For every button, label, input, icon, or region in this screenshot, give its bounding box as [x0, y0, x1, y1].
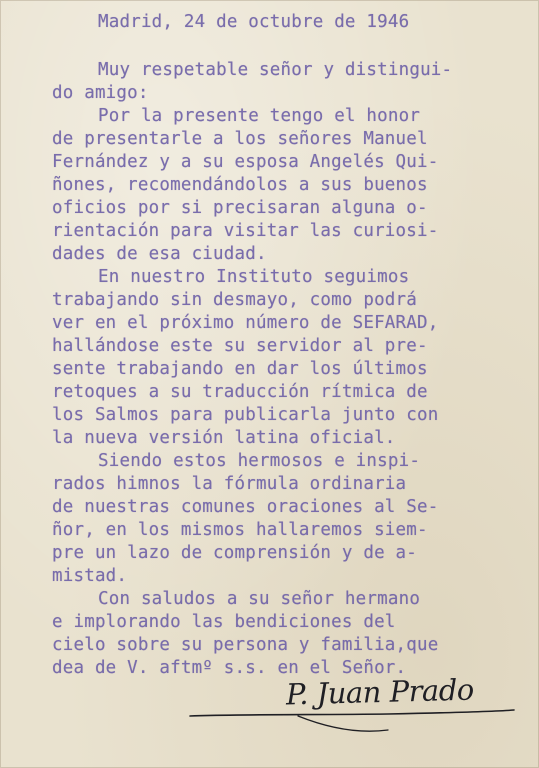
- letter-line-2: do amigo:: [52, 83, 149, 103]
- letter-line-20: de nuestras comunes oraciones al Se-: [52, 497, 439, 517]
- letter-line-22: pre un lazo de comprensión y de a-: [52, 543, 418, 563]
- handwritten-signature: P. Juan Prado: [285, 672, 475, 712]
- letter-line-26: cielo sobre su persona y familia,que: [52, 635, 439, 655]
- letter-line-3: Por la presente tengo el honor: [98, 106, 421, 126]
- letter-line-16: los Salmos para publicarla junto con: [52, 405, 439, 425]
- date-line: Madrid, 24 de octubre de 1946: [98, 12, 410, 32]
- letter-line-7: oficios por si precisaran alguna o-: [52, 198, 428, 218]
- letter-line-14: sente trabajando en dar los últimos: [52, 359, 428, 379]
- letter-line-24: Con saludos a su señor hermano: [98, 589, 421, 609]
- letter-line-1: Muy respetable señor y distingui-: [98, 60, 453, 80]
- letter-line-27: dea de V. aftmº s.s. en el Señor.: [52, 658, 407, 678]
- signature-underline-flourish: [188, 700, 518, 740]
- letter-line-4: de presentarle a los señores Manuel: [52, 129, 428, 149]
- letter-line-9: dades de esa ciudad.: [52, 244, 267, 264]
- letter-line-12: ver en el próximo número de SEFARAD,: [52, 313, 439, 333]
- letter-line-25: e implorando las bendiciones del: [52, 612, 396, 632]
- letter-line-17: la nueva versión latina oficial.: [52, 428, 396, 448]
- letter-line-8: rientación para visitar las curiosi-: [52, 221, 439, 241]
- letter-line-18: Siendo estos hermosos e inspi-: [98, 451, 421, 471]
- letter-line-21: ñor, en los mismos hallaremos siem-: [52, 520, 428, 540]
- letter-line-11: trabajando sin desmayo, como podrá: [52, 290, 418, 310]
- letter-line-13: hallándose este su servidor al pre-: [52, 336, 428, 356]
- letter-line-15: retoques a su traducción rítmica de: [52, 382, 428, 402]
- letter-line-6: ñones, recomendándolos a sus buenos: [52, 175, 428, 195]
- letter-line-5: Fernández y a su esposa Angelés Qui-: [52, 152, 439, 172]
- letter-line-19: rados himnos la fórmula ordinaria: [52, 474, 407, 494]
- letter-line-23: mistad.: [52, 566, 128, 586]
- letter-line-10: En nuestro Instituto seguimos: [98, 267, 410, 287]
